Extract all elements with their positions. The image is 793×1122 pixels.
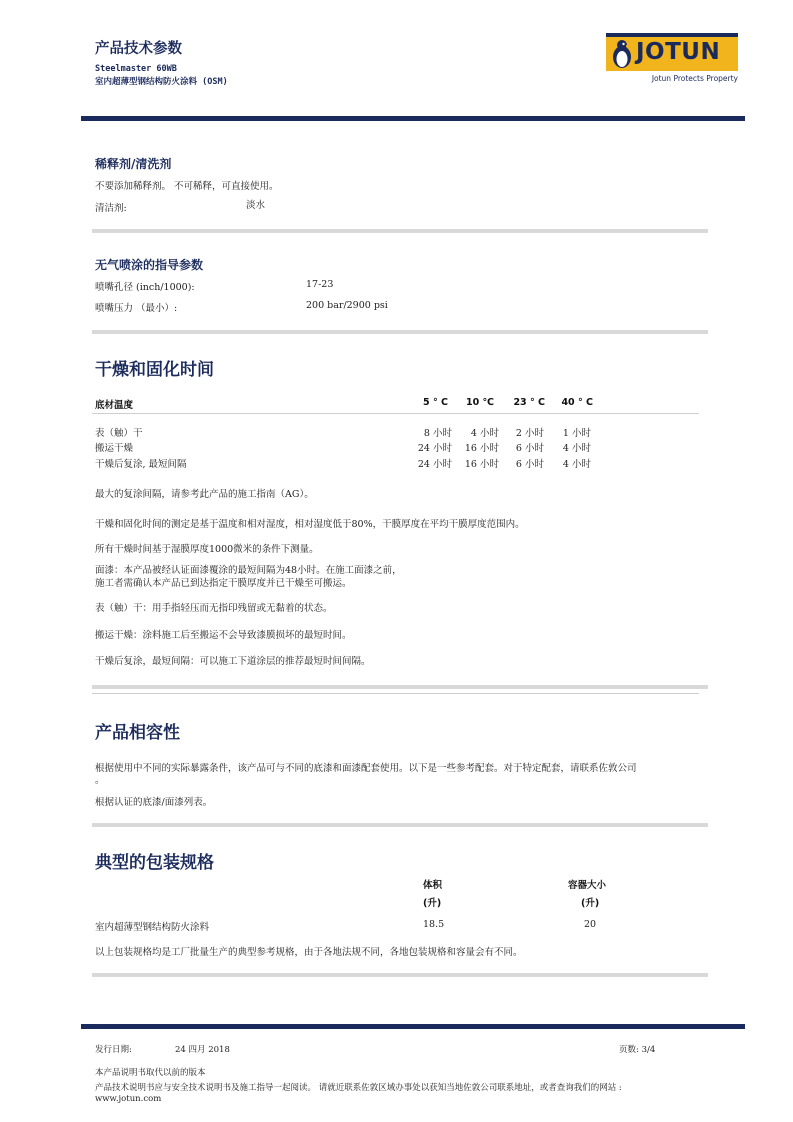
cleaner-value: 淡水	[246, 200, 266, 211]
table-cell: 6 小时	[515, 459, 544, 470]
section-divider	[92, 330, 708, 334]
package-container: 20	[584, 919, 597, 930]
table-cell: 4 小时	[470, 428, 499, 439]
section-divider-thin	[92, 693, 699, 694]
issue-label: 发行日期:	[95, 1045, 132, 1055]
compat-heading: 产品相容性	[95, 723, 180, 743]
drying-note: 最大的复涂间隔，请参考此产品的施工指南（AG）。	[95, 489, 314, 500]
packaging-heading: 典型的包装规格	[95, 853, 214, 873]
section-divider	[92, 823, 708, 827]
compat-text: 根据认证的底漆/面漆列表。	[95, 797, 213, 808]
nozzle-tip-label: 喷嘴孔径 (inch/1000):	[95, 282, 195, 293]
drying-note: 干燥后复涂，最短间隔：可以施工下道涂层的推荐最短时间间隔。	[95, 656, 371, 667]
brand-name: JOTUN	[636, 39, 721, 65]
brand-tagline: Jotun Protects Property	[651, 74, 738, 83]
thinner-heading: 稀释剂/清洗剂	[95, 157, 172, 171]
penguin-icon	[610, 39, 634, 69]
table-header-substrate: 底材温度	[95, 400, 134, 411]
table-header-10c: 10 ℃	[465, 397, 494, 408]
drying-note: 干燥和固化时间的测定是基于温度和相对湿度，相对湿度低于80%，干膜厚度在平均干膜厚度范围内。	[95, 519, 525, 530]
header-divider	[81, 116, 745, 121]
issue-date: 24 四月 2018	[175, 1045, 230, 1055]
drying-note: 施工者需确认本产品已到达指定干膜厚度并已干燥至可搬运。	[95, 578, 352, 589]
product-name: 室内超薄型钢结构防火涂料 (OSM)	[95, 77, 228, 87]
table-header-5c: 5 ° C	[423, 397, 448, 408]
table-cell: 16 小时	[464, 443, 499, 454]
section-divider	[92, 685, 708, 689]
table-rule	[92, 413, 699, 414]
cleaner-label: 清洁剂:	[95, 203, 127, 214]
package-name: 室内超薄型钢结构防火涂料	[95, 922, 210, 933]
drying-note: 面漆：本产品被经认证面漆覆涂的最短间隔为48小时。在施工面漆之前，	[95, 565, 402, 576]
section-divider	[92, 973, 708, 977]
row-surface-dry-label: 表（触）干	[95, 428, 143, 439]
section-divider	[92, 229, 708, 233]
jotun-logo	[606, 33, 738, 83]
drying-note: 表（触）干：用手指轻压而无指印残留或无黏着的状态。	[95, 603, 333, 614]
packaging-note: 以上包装规格均是工厂批量生产的典型参考规格，由于各地法规不同，各地包装规格和容量会有不同。	[95, 947, 523, 958]
table-cell: 24 小时	[417, 459, 452, 470]
table-cell: 1 小时	[562, 428, 591, 439]
drying-heading: 干燥和固化时间	[95, 360, 214, 380]
product-code: Steelmaster 60WB	[95, 64, 177, 74]
table-cell: 4 小时	[562, 443, 591, 454]
package-volume: 18.5	[423, 919, 445, 930]
table-cell: 4 小时	[562, 459, 591, 470]
col-container-header: 容器大小	[568, 880, 607, 891]
drying-note: 搬运干燥：涂料施工后至搬运不会导致漆膜损坏的最短时间。	[95, 630, 352, 641]
table-header-40c: 40 ° C	[561, 397, 593, 408]
col-volume-header: 体积	[423, 880, 443, 891]
compat-text-cont: 。	[95, 775, 105, 786]
thinner-note: 不要添加稀释剂。 不可稀释，可直接使用。	[95, 181, 279, 192]
col-volume-unit: (升)	[423, 898, 442, 909]
row-recoat-label: 干燥后复涂, 最短间隔	[95, 459, 187, 470]
footer-line: 本产品说明书取代以前的版本	[95, 1068, 206, 1078]
drying-note: 所有干燥时间基于湿膜厚度1000微米的条件下测量。	[95, 544, 319, 555]
row-handling-dry-label: 搬运干燥	[95, 443, 134, 454]
footer-divider	[81, 1024, 745, 1029]
page-title: 产品技术参数	[95, 41, 182, 57]
nozzle-pressure-value: 200 bar/2900 psi	[306, 300, 388, 311]
compat-text: 根据使用中不同的实际暴露条件，该产品可与不同的底漆和面漆配套使用。以下是一些参考配套。对于特定配套，请联系佐敦公司	[95, 763, 637, 774]
airless-heading: 无气喷涂的指导参数	[95, 258, 204, 272]
page-number: 页数: 3/4	[619, 1045, 656, 1055]
table-header-23c: 23 ° C	[513, 397, 545, 408]
website-link[interactable]: www.jotun.com	[95, 1094, 162, 1104]
col-container-unit: (升)	[581, 898, 600, 909]
table-cell: 24 小时	[417, 443, 452, 454]
table-cell: 6 小时	[515, 443, 544, 454]
table-cell: 8 小时	[423, 428, 452, 439]
table-cell: 2 小时	[515, 428, 544, 439]
nozzle-tip-value: 17-23	[306, 279, 334, 290]
footer-line: 产品技术说明书应与安全技术说明书及施工指导一起阅读。 请就近联系佐敦区域办事处以获知当地佐敦公司联系地址，或者查询我们的网站 :	[95, 1083, 622, 1093]
nozzle-pressure-label: 喷嘴压力 （最小）:	[95, 303, 178, 314]
table-cell: 16 小时	[464, 459, 499, 470]
